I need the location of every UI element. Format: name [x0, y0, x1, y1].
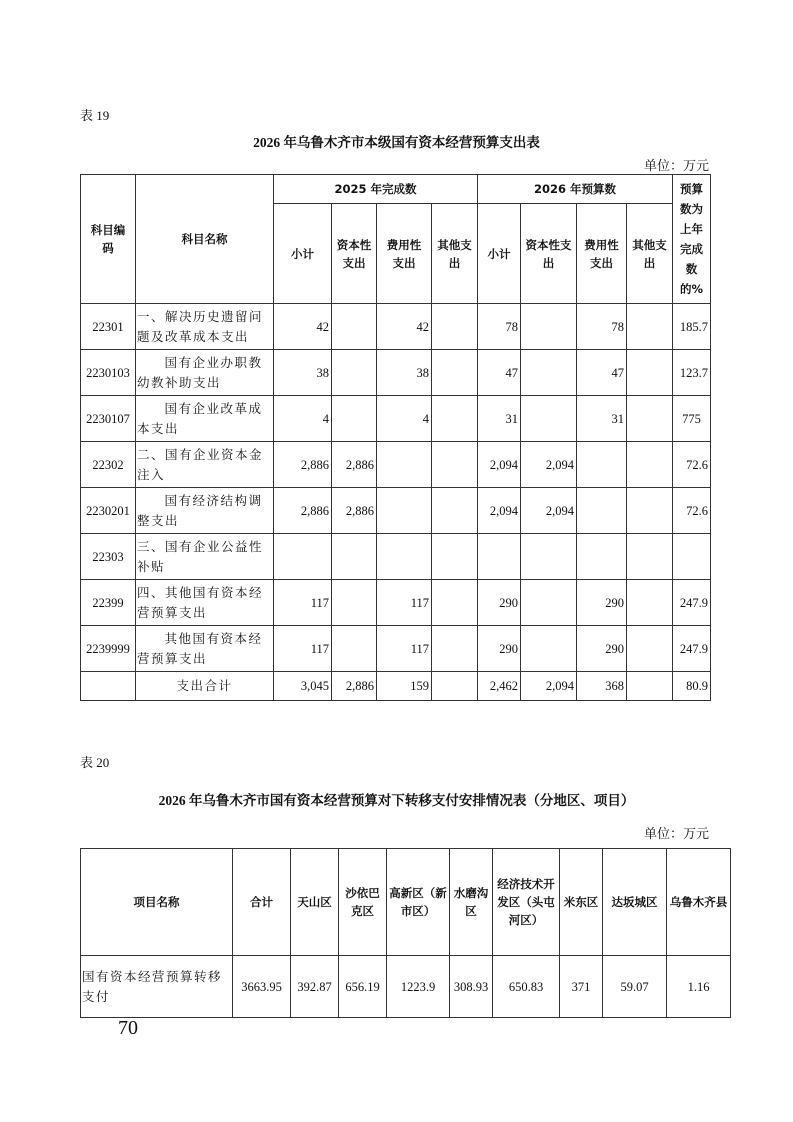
cell-ratio	[673, 534, 711, 580]
table20-label: 表 20	[80, 755, 110, 770]
cell-2025-subtotal: 4	[274, 396, 332, 442]
cell-2025-subtotal: 2,886	[274, 488, 332, 534]
header-2025-other: 其他支出	[432, 204, 478, 304]
cell-2025-other	[432, 580, 478, 626]
cell-2025-capital	[332, 534, 377, 580]
header-col-9: 乌鲁木齐县	[667, 849, 731, 956]
cell-value-4: 1223.9	[387, 956, 450, 1018]
header-name: 科目名称	[136, 175, 274, 304]
cell-code: 22301	[81, 304, 136, 350]
cell-2026-other	[627, 580, 673, 626]
cell-2025-capital	[332, 580, 377, 626]
table-row	[81, 534, 711, 580]
cell-ratio: 247.9	[673, 626, 711, 672]
cell-value-7: 371	[560, 956, 603, 1018]
cell-2026-capital	[521, 304, 577, 350]
cell-2025-expense	[377, 442, 432, 488]
header-col-0: 项目名称	[81, 849, 233, 956]
cell-2026-expense: 290	[577, 626, 627, 672]
cell-code: 2230107	[81, 396, 136, 442]
cell-2025-other	[432, 488, 478, 534]
header-col-6: 经济技术开发区（头屯河区）	[493, 849, 560, 956]
cell-name: 二、国有企业资本金注入	[136, 442, 274, 488]
cell-2025-subtotal	[274, 534, 332, 580]
cell-2026-other	[627, 396, 673, 442]
header-2025: 2025 年完成数	[274, 175, 478, 204]
cell-value-1: 3663.95	[233, 956, 291, 1018]
cell-code: 22303	[81, 534, 136, 580]
cell-2026-subtotal: 2,462	[478, 672, 521, 701]
cell-name: 国有企业改革成本支出	[136, 396, 274, 442]
cell-2026-subtotal: 2,094	[478, 488, 521, 534]
cell-name: 国有经济结构调整支出	[136, 488, 274, 534]
cell-value-8: 59.07	[603, 956, 667, 1018]
header-col-7: 米东区	[560, 849, 603, 956]
cell-code: 2230201	[81, 488, 136, 534]
cell-2026-other	[627, 442, 673, 488]
cell-2025-capital: 2,886	[332, 488, 377, 534]
header-ratio: 预算数为上年完成数的%	[673, 175, 711, 304]
cell-2026-other	[627, 350, 673, 396]
cell-2025-capital: 2,886	[332, 442, 377, 488]
table-row	[81, 956, 731, 1018]
header-col-8: 达坂城区	[603, 849, 667, 956]
cell-code: 22302	[81, 442, 136, 488]
header-col-2: 天山区	[291, 849, 339, 956]
table19	[80, 174, 711, 701]
cell-ratio: 80.9	[673, 672, 711, 701]
cell-value-9: 1.16	[667, 956, 731, 1018]
header-col-5: 水磨沟区	[450, 849, 493, 956]
table20	[80, 848, 731, 1018]
cell-2025-subtotal: 117	[274, 626, 332, 672]
cell-name: 四、其他国有资本经营预算支出	[136, 580, 274, 626]
cell-2026-expense: 78	[577, 304, 627, 350]
header-code: 科目编码	[81, 175, 136, 304]
cell-name: 三、国有企业公益性补贴	[136, 534, 274, 580]
table-row	[81, 442, 711, 488]
table19-title: 2026 年乌鲁木齐市本级国有资本经营预算支出表	[253, 135, 540, 150]
cell-code: 22399	[81, 580, 136, 626]
cell-2026-expense	[577, 534, 627, 580]
cell-2026-expense: 290	[577, 580, 627, 626]
cell-ratio: 123.7	[673, 350, 711, 396]
cell-value-2: 392.87	[291, 956, 339, 1018]
header-2025-expense: 费用性支出	[377, 204, 432, 304]
cell-code: 2239999	[81, 626, 136, 672]
header-col-3: 沙依巴克区	[339, 849, 387, 956]
cell-2025-expense	[377, 534, 432, 580]
cell-code: 2230103	[81, 350, 136, 396]
header-col-4: 高新区（新市区）	[387, 849, 450, 956]
cell-2025-subtotal: 38	[274, 350, 332, 396]
table19-label: 表 19	[80, 108, 110, 123]
cell-2026-capital: 2,094	[521, 488, 577, 534]
cell-2025-expense: 117	[377, 626, 432, 672]
cell-2026-other	[627, 534, 673, 580]
cell-2025-other	[432, 534, 478, 580]
cell-2025-expense: 117	[377, 580, 432, 626]
cell-name: 支出合计	[136, 672, 274, 701]
cell-code	[81, 672, 136, 701]
cell-ratio: 72.6	[673, 442, 711, 488]
cell-2026-subtotal: 290	[478, 580, 521, 626]
cell-2026-subtotal: 2,094	[478, 442, 521, 488]
cell-2026-expense: 31	[577, 396, 627, 442]
cell-2025-expense: 4	[377, 396, 432, 442]
cell-value-3: 656.19	[339, 956, 387, 1018]
header-col-1: 合计	[233, 849, 291, 956]
cell-2026-expense	[577, 488, 627, 534]
cell-2025-capital	[332, 626, 377, 672]
table20-unit: 单位：万元	[643, 826, 709, 841]
cell-item-name: 国有资本经营预算转移支付	[81, 956, 233, 1018]
page-number: 70	[118, 1017, 138, 1039]
table-row	[81, 626, 711, 672]
table-row	[81, 580, 711, 626]
table-row	[81, 304, 711, 350]
cell-value-6: 650.83	[493, 956, 560, 1018]
cell-2025-capital: 2,886	[332, 672, 377, 701]
table-row	[81, 488, 711, 534]
cell-2026-capital: 2,094	[521, 442, 577, 488]
cell-2026-expense	[577, 442, 627, 488]
cell-2026-other	[627, 672, 673, 701]
cell-2026-subtotal: 290	[478, 626, 521, 672]
cell-2025-expense: 159	[377, 672, 432, 701]
cell-2026-capital	[521, 580, 577, 626]
cell-2025-other	[432, 350, 478, 396]
cell-2026-subtotal: 31	[478, 396, 521, 442]
header-2026-other: 其他支出	[627, 204, 673, 304]
table20-title: 2026 年乌鲁木齐市国有资本经营预算对下转移支付安排情况表（分地区、项目）	[158, 793, 635, 808]
cell-name: 国有企业办职教幼教补助支出	[136, 350, 274, 396]
cell-ratio: 185.7	[673, 304, 711, 350]
header-2026-expense: 费用性支出	[577, 204, 627, 304]
cell-name: 一、解决历史遗留问题及改革成本支出	[136, 304, 274, 350]
cell-2026-other	[627, 488, 673, 534]
header-2026: 2026 年预算数	[478, 175, 673, 204]
cell-2025-subtotal: 117	[274, 580, 332, 626]
cell-2026-capital	[521, 534, 577, 580]
header-2025-subtotal: 小计	[274, 204, 332, 304]
header-2025-capital: 资本性支出	[332, 204, 377, 304]
cell-2025-other	[432, 442, 478, 488]
cell-ratio: 775	[673, 396, 711, 442]
cell-ratio: 247.9	[673, 580, 711, 626]
cell-2026-subtotal: 47	[478, 350, 521, 396]
cell-2026-capital: 2,094	[521, 672, 577, 701]
cell-2025-subtotal: 3,045	[274, 672, 332, 701]
cell-2025-expense: 42	[377, 304, 432, 350]
cell-2025-other	[432, 304, 478, 350]
cell-2025-other	[432, 396, 478, 442]
cell-2026-other	[627, 304, 673, 350]
cell-2025-subtotal: 2,886	[274, 442, 332, 488]
table19-unit: 单位：万元	[643, 158, 709, 173]
cell-2026-expense: 47	[577, 350, 627, 396]
table-row	[81, 350, 711, 396]
cell-name: 其他国有资本经营预算支出	[136, 626, 274, 672]
cell-2025-other	[432, 672, 478, 701]
header-2026-capital: 资本性支出	[521, 204, 577, 304]
cell-2025-expense: 38	[377, 350, 432, 396]
cell-2025-expense	[377, 488, 432, 534]
cell-2025-capital	[332, 304, 377, 350]
header-2026-subtotal: 小计	[478, 204, 521, 304]
cell-2026-subtotal: 78	[478, 304, 521, 350]
cell-2026-capital	[521, 396, 577, 442]
cell-2026-other	[627, 626, 673, 672]
cell-2026-capital	[521, 626, 577, 672]
cell-2026-capital	[521, 350, 577, 396]
cell-2026-subtotal	[478, 534, 521, 580]
cell-ratio: 72.6	[673, 488, 711, 534]
cell-2026-expense: 368	[577, 672, 627, 701]
cell-value-5: 308.93	[450, 956, 493, 1018]
cell-2025-capital	[332, 396, 377, 442]
cell-2025-capital	[332, 350, 377, 396]
table-row	[81, 396, 711, 442]
cell-2025-subtotal: 42	[274, 304, 332, 350]
cell-2025-other	[432, 626, 478, 672]
table-row-total	[81, 672, 711, 701]
